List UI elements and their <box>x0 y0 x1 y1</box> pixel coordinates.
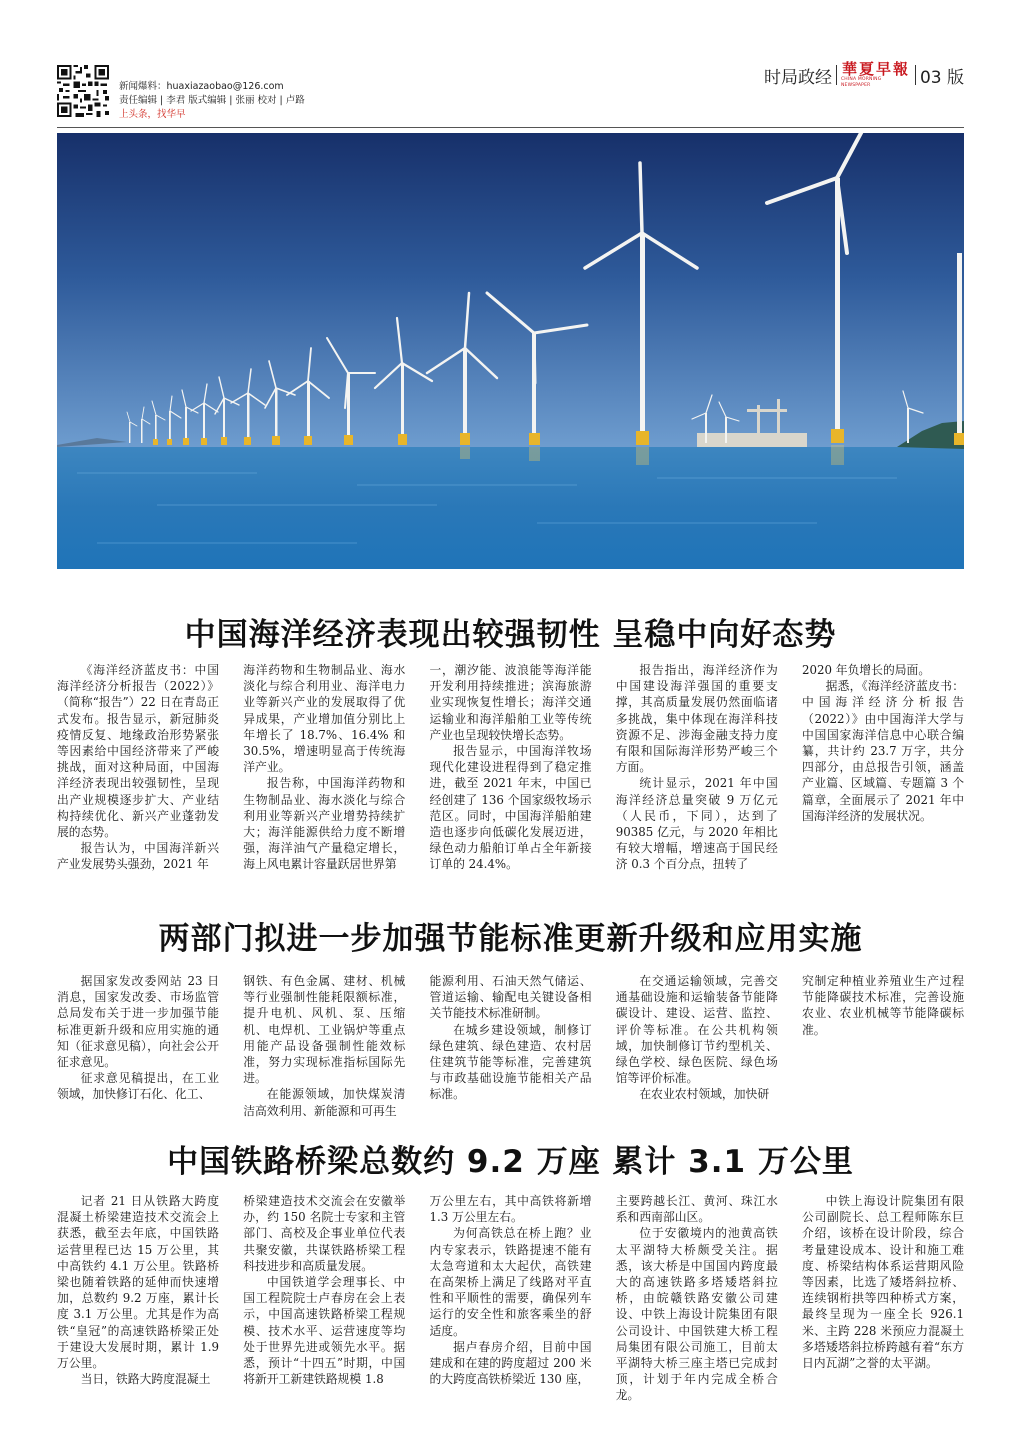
newspaper-logo <box>840 59 911 88</box>
paragraph: 统计显示，2021 年中国海洋经济总量突破 9 万亿元（人民币，下同），达到了 90385 亿元，与 2020 年相比有较大增幅，增速高于国民经济 0.3 个百分点，扭转了 <box>615 776 778 872</box>
divider <box>915 65 916 85</box>
text-column <box>616 973 778 1119</box>
logo-cn: 華夏早報 <box>841 59 910 78</box>
paragraph: 据悉，《海洋经济蓝皮书：中国海洋经济分析报告（2022）》由中国海洋大学与中国国家海洋信息中心联合编纂，共计约 23.7 万字，共分四部分，由总报告引领，涵盖产业篇、区域篇、专题篇 3 个篇章，全面展示了 2021 年中国海洋经济的发展状况。 <box>802 679 964 823</box>
text-column <box>243 973 405 1119</box>
paragraph: 主要跨越长江、黄河、珠江水系和西南部山区。 <box>615 1194 778 1225</box>
divider <box>836 65 837 85</box>
paragraph: 究制定种植业养殖业生产过程节能降碳技术标准，完善设施农业、农业机械等节能降碳标准。 <box>802 974 964 1037</box>
text-column <box>57 973 219 1119</box>
header-info <box>119 80 305 122</box>
article-headline[interactable]: 中国铁路桥梁总数约 9.2 万座 累计 3.1 万公里 <box>167 1144 854 1180</box>
logo-en: CHINA MORNING NEWSPAPER <box>840 76 882 88</box>
slogan: 上头条，找华早 <box>119 109 186 120</box>
paragraph: 在能源领域，加快煤炭清洁高效利用、新能源和可再生 <box>243 1087 406 1118</box>
hotline-email[interactable]: 新闻爆料：huaxiazaobao@126.com <box>119 81 284 92</box>
paragraph: 记者 21 日从铁路大跨度混凝土桥梁建造技术交流会上获悉，截至去年底，中国铁路运营里程已达 15 万公里，其中高铁约 4.1 万公里。铁路桥梁也随着铁路的延伸而快速增加，总数约 9.2 万座，累计长度 3.1 万公里。尤其是作为高铁“皇冠”的高速铁路桥梁正处于建设大发展时期，累计 1.9 万公里。 <box>57 1194 219 1371</box>
text-column <box>243 662 405 873</box>
paragraph: 中铁上海设计院集团有限公司副院长、总工程师陈东巨介绍，该桥在设计阶段，综合考量建设成本、设计和施工难度、桥梁结构体系运营期风险等因素，比选了矮塔斜拉桥、连续钢桁拱等四种桥式方案，最终呈现为一座全长 926.1 米、主跨 228 米预应力混凝土多塔矮塔斜拉桥跨越有着“东方日内瓦湖”之誉的太平湖。 <box>802 1194 964 1371</box>
text-column <box>802 662 964 873</box>
paragraph: 桥梁建造技术交流会在安徽举办，约 150 名院士专家和主管部门、高校及企事业单位代表共聚安徽，共谋铁路桥梁工程科技进步和高质量发展。 <box>243 1194 406 1273</box>
text-column <box>243 1193 405 1404</box>
paragraph: 中国铁道学会理事长、中国工程院院士卢春房在会上表示，中国高速铁路桥梁工程规模、技术水平、运营速度等均处于世界先进或领先水平。据悉，预计“十四五”时期，中国将新开工新建铁路规模 1.8 <box>243 1275 406 1387</box>
paragraph: 报告指出，海洋经济作为中国建设海洋强国的重要支撑，其高质量发展仍然面临诸多挑战，集中体现在海洋科技资源不足、涉海金融支持力度有限和国际海洋形势严峻三个方面。 <box>615 663 778 775</box>
paragraph: 位于安徽境内的池黄高铁太平湖特大桥颇受关注。据悉，该大桥是中国国内跨度最大的高速铁路多塔矮塔斜拉桥，由皖赣铁路安徽公司建设、中铁上海设计院集团有限公司设计、中国铁建大桥工程局集团有限公司施工，目前太平湖特大桥三座主塔已完成封顶，计划于年内完成全桥合龙。 <box>615 1226 778 1403</box>
section-name: 时局政经 <box>763 67 832 88</box>
paragraph: 2020 年负增长的局面。 <box>802 663 931 677</box>
paragraph: 报告认为，中国海洋新兴产业发展势头强劲，2021 年 <box>57 841 219 872</box>
text-column <box>430 1193 592 1404</box>
article-body <box>57 973 964 1119</box>
paragraph: 据卢春房介绍，目前中国建成和在建的跨度超过 200 米的大跨度高铁桥梁近 130 座， <box>429 1339 592 1387</box>
text-column <box>802 1193 964 1404</box>
page-header <box>57 59 964 127</box>
edition-number: 03 版 <box>919 67 964 88</box>
article-headline[interactable]: 中国海洋经济表现出较强韧性 呈稳中向好态势 <box>184 617 837 653</box>
paragraph: 当日，铁路大跨度混凝土 <box>80 1372 211 1387</box>
paragraph: 报告称，中国海洋药物和生物制品业、海水淡化与综合利用业等新兴产业增势持续扩大；海洋能源供给力度不断增强，海洋油气产量稳定增长，海上风电累计容量跃居世界第 <box>243 776 406 872</box>
article-body <box>57 1193 964 1404</box>
paragraph: 在城乡建设领域，制修订绿色建筑、绿色建造、农村居住建筑节能等标准，完善建筑与市政基础设施节能相关产品标准。 <box>429 1022 592 1102</box>
paragraph: 海洋药物和生物制品业、海水淡化与综合利用业、海洋电力业等新兴产业的发展取得了优异成果，产业增加值分别比上年增长了 18.7%、16.4% 和 30.5%，增速明显高于传统海洋产业。 <box>243 663 406 775</box>
paragraph: 《海洋经济蓝皮书：中国海洋经济分析报告（2022）》（简称“报告”）22 日在青岛正式发布。报告显示，新冠肺炎疫情反复、地缘政治形势紧张等因素给中国经济带来了严峻挑战，面对这种局面，中国海洋经济表现出较强韧性，呈现出产业规模逐步扩大、产业结构持续优化、新兴产业蓬勃发展的态势。 <box>57 663 219 840</box>
paragraph: 报告显示，中国海洋牧场现代化建设进程得到了稳定推进，截至 2021 年末，中国已经创建了 136 个国家级牧场示范区。同时，中国海洋船舶建造也逐步向低碳化发展迈进，绿色动力船舶订单占全年新接订单的 24.4%。 <box>429 744 592 872</box>
qr-code-icon[interactable] <box>57 65 109 117</box>
offshore-wind-farm-photo <box>57 133 964 569</box>
text-column <box>616 1193 778 1404</box>
text-column <box>57 662 219 873</box>
paragraph: 在交通运输领域，完善交通基础设施和运输装备节能降碳设计、建设、运营、监控、评价等标准。在公共机构领域，加快制修订节约型机关、绿色学校、绿色医院、绿色场馆等评价标准。 <box>615 974 778 1086</box>
header-rule <box>57 127 964 128</box>
text-column <box>57 1193 219 1404</box>
text-column <box>802 973 964 1119</box>
text-column <box>430 973 592 1119</box>
text-column <box>616 662 778 873</box>
article-headline[interactable]: 两部门拟进一步加强节能标准更新升级和应用实施 <box>158 921 863 957</box>
article-body <box>57 662 964 873</box>
paragraph: 一，潮汐能、波浪能等海洋能开发利用持续推进；滨海旅游业实现恢复性增长；海洋交通运输业和海洋船舶工业等传统产业也呈现较快增长态势。 <box>429 663 592 742</box>
staff-credits: 责任编辑 | 李君 版式编辑 | 张丽 校对 | 卢路 <box>119 95 305 106</box>
section-banner <box>763 59 964 88</box>
paragraph: 征求意见稿提出，在工业领域，加快修订石化、化工、 <box>57 1071 219 1102</box>
paragraph: 万公里左右，其中高铁将新增 1.3 万公里左右。 <box>429 1194 592 1225</box>
paragraph: 为何高铁总在桥上跑？业内专家表示，铁路提速不能有太急弯道和太大起伏，高铁建在高架桥上满足了线路对平直性和平顺性的需要，确保列车运行的安全性和旅客乘坐的舒适度。 <box>429 1226 592 1338</box>
paragraph: 钢铁、有色金属、建材、机械等行业强制性能耗限额标准，提升电机、风机、泵、压缩机、电焊机、工业锅炉等重点用能产品设备强制性能效标准，努力实现标准指标国际先进。 <box>243 974 406 1086</box>
paragraph: 在农业农村领域，加快研 <box>639 1087 770 1102</box>
paragraph: 据国家发改委网站 23 日消息，国家发改委、市场监管总局发布关于进一步加强节能标准更新升级和应用实施的通知（征求意见稿），向社会公开征求意见。 <box>57 974 219 1070</box>
text-column <box>430 662 592 873</box>
paragraph: 能源利用、石油天然气储运、管道运输、输配电关键设备相关节能技术标准研制。 <box>429 974 592 1021</box>
